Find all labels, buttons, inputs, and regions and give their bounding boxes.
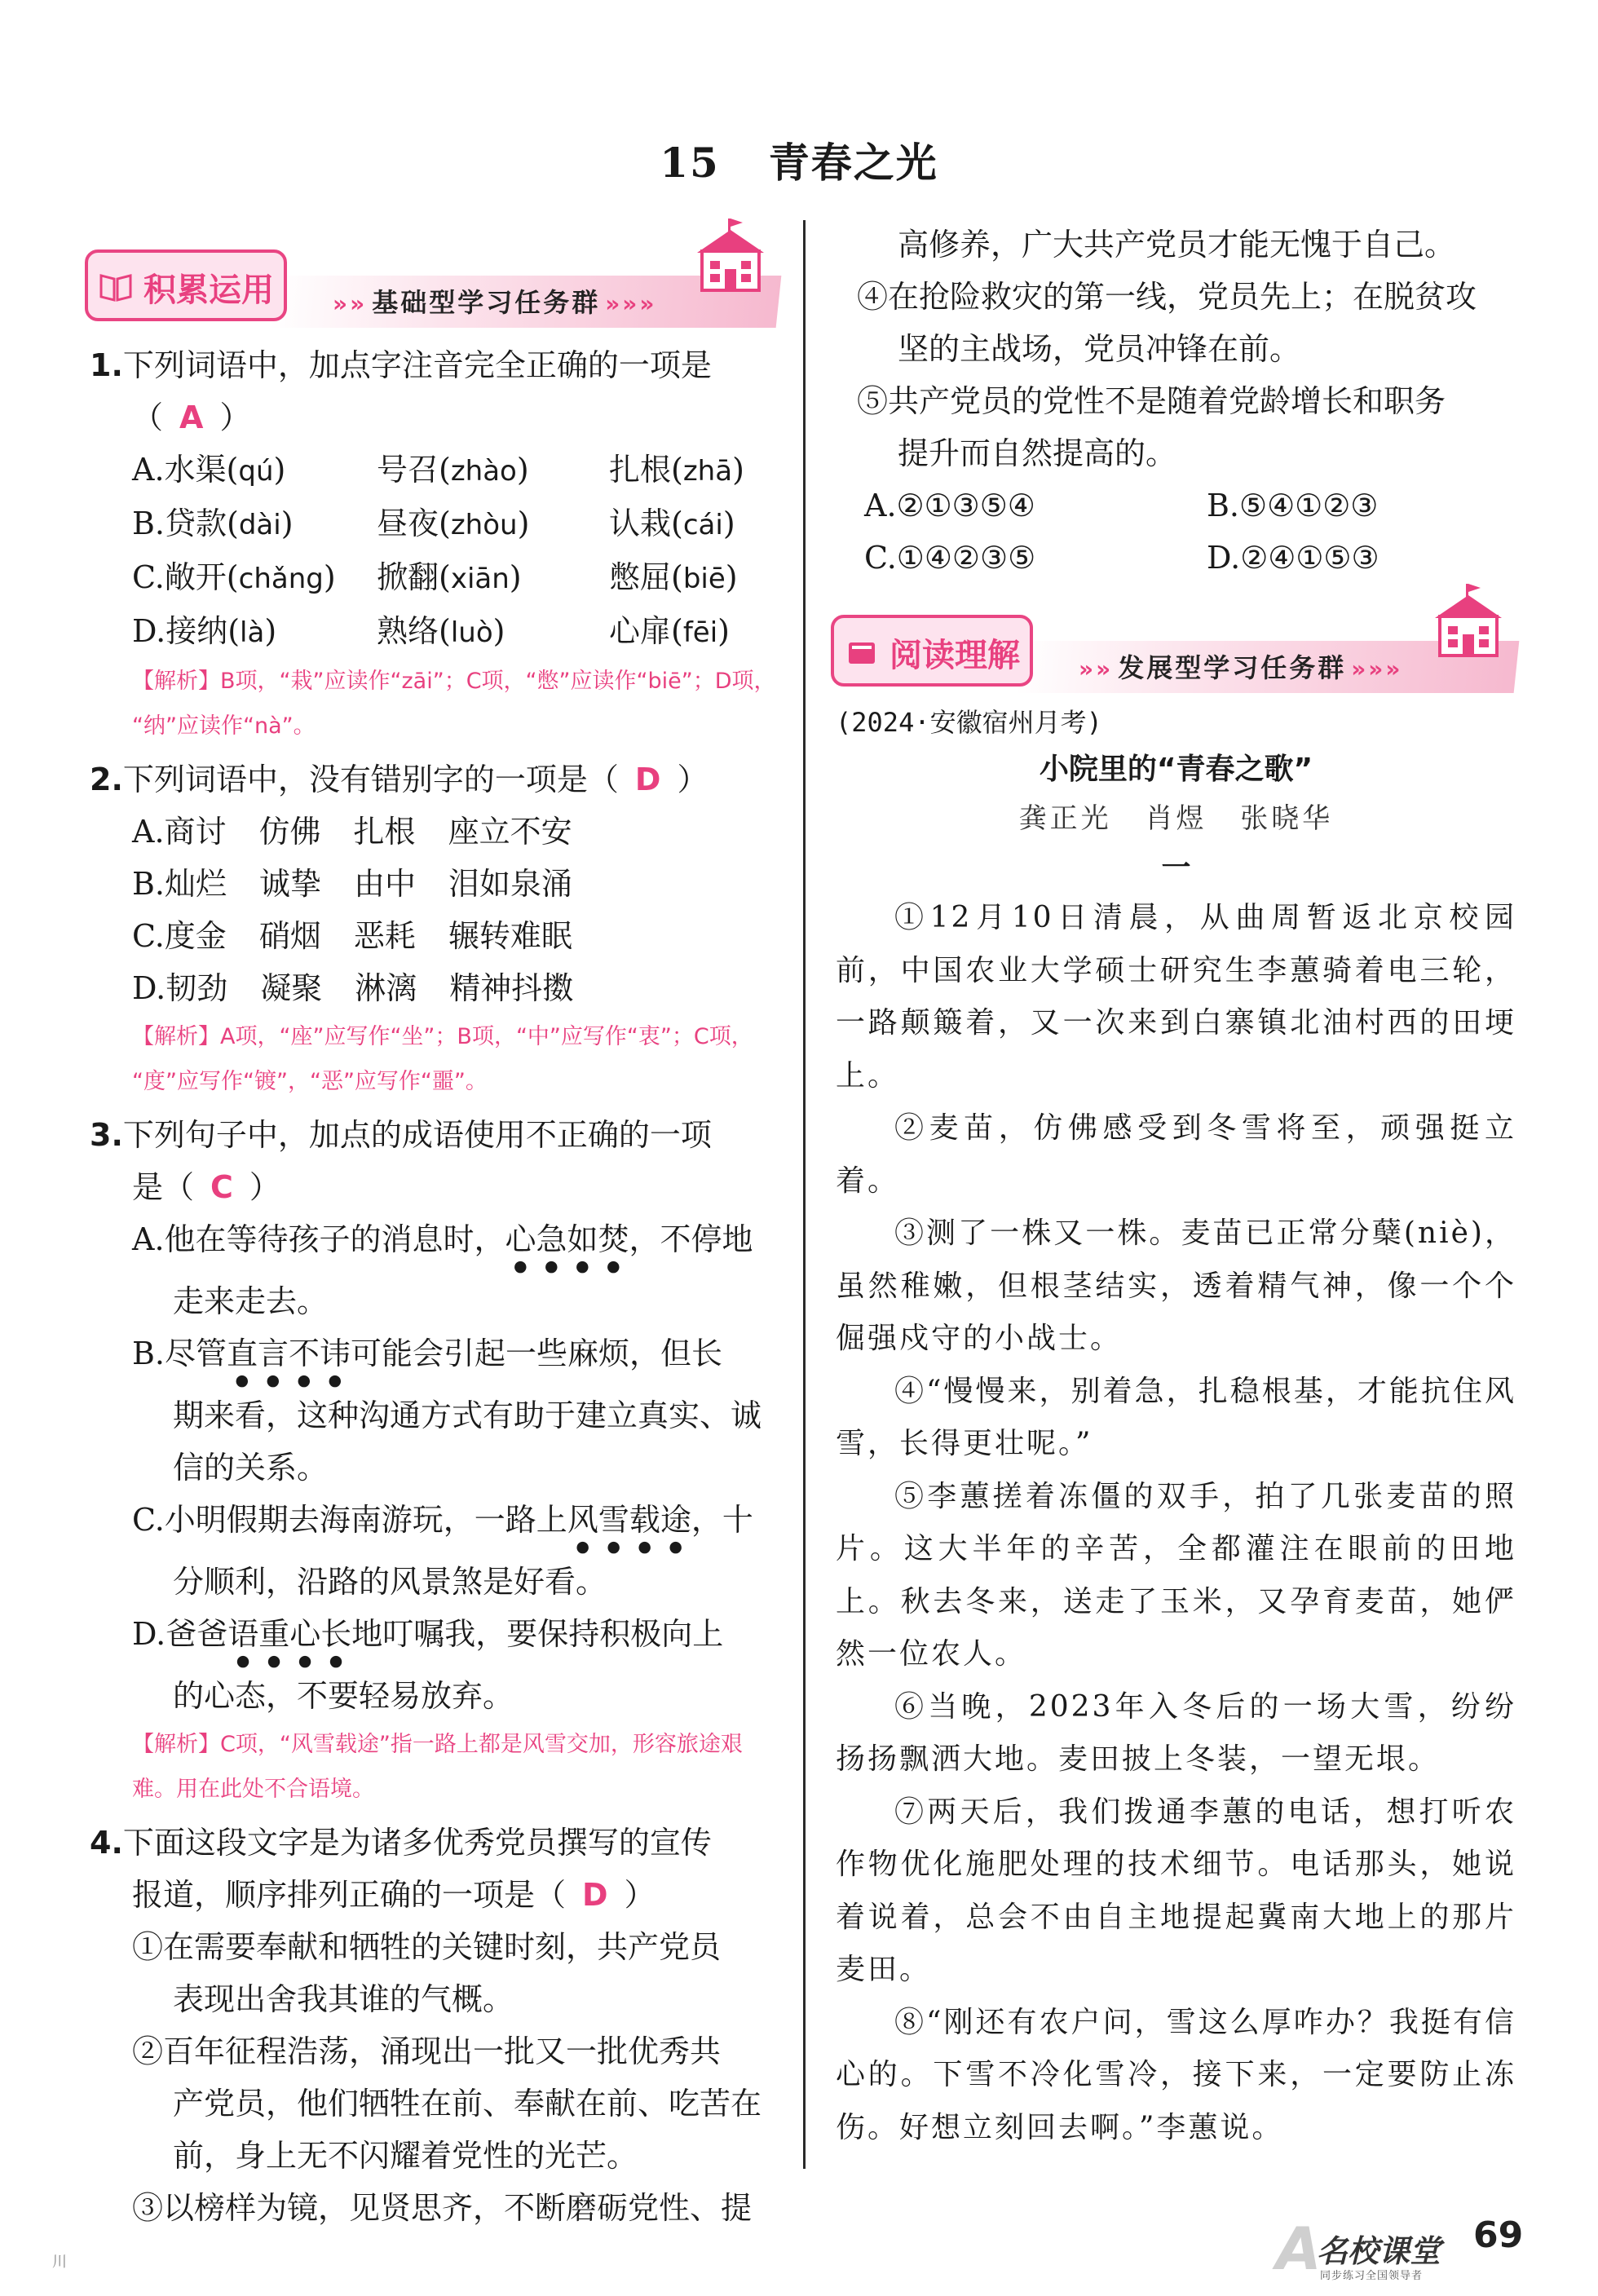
banner-badge [831, 615, 1033, 687]
option-cell: 熟络(luò) [377, 613, 505, 649]
paragraph: ⑥当晚，2023年入冬后的一场大雪，纷纷扬扬飘洒大地。麦田披上冬装，一望无垠。 [836, 1689, 1516, 1776]
option-cell: 昼夜(zhòu) [377, 506, 530, 541]
option-a: A.他在等待孩子的消息时，心急如焚，不停地 走来走去。 [132, 1221, 753, 1319]
question-stem [90, 753, 779, 806]
option-row: D.韧劲 凝聚 淋漓 精神抖擞 [132, 970, 574, 1006]
question-number: 1. [90, 347, 123, 383]
paren-open: （ [132, 400, 164, 435]
banner-badge-text: 阅读理解 [889, 637, 1020, 674]
question-2 [90, 753, 779, 1104]
answer-line: 是（ C ） [132, 1169, 280, 1205]
option-cell: 认栽(cái) [609, 506, 735, 541]
answer-letter: C [210, 1169, 233, 1205]
sentence-1: ①在需要奉献和牺牲的关键时刻，共产党员 表现出舍我其谁的气概。 [132, 1929, 722, 2017]
analysis: 【解析】A项，“座”应写作“坐”；B项，“中”应写作“衷”；C项， “度”应写作“镀”，“恶”应写作“噩”。 [132, 1024, 753, 1094]
banner-label-text: 基础型学习任务群 [372, 287, 601, 318]
book-icon [844, 634, 880, 670]
option-row: B.灿烂 诚挚 由中 泪如泉涌 [132, 866, 573, 902]
lesson-name: 青春之光 [768, 139, 938, 187]
lesson-title [0, 130, 1598, 189]
option-c: C.小明假期去海南游玩，一路上风雪载途，十 分顺利，沿路的风景煞是好看。 [132, 1502, 753, 1600]
answer-letter: A [179, 400, 204, 435]
option-cell: 心扉(fēi) [609, 613, 730, 649]
sentence-3-start: ③以榜样为镜，见贤思齐，不断磨砺党性、提 [132, 2190, 753, 2226]
double-chevron-icon: »»» [1351, 656, 1403, 682]
choice-b: B.⑤④①②③ [1207, 488, 1379, 523]
answer-letter: D [582, 1877, 608, 1913]
sentence-2: ②百年征程浩荡，涌现出一批又一批优秀共 产党员，他们牺牲在前、奉献在前、吃苦在 前，身上无不闪耀着党性的光芒。 [132, 2033, 762, 2174]
choice-d: D.②④①⑤③ [1207, 540, 1379, 576]
logo-name: 名校课堂 [1317, 2233, 1441, 2269]
choice-c: C.①④②③⑤ [864, 540, 1036, 576]
question-1 [90, 339, 779, 748]
paragraph: ③测了一株又一株。麦苗已正常分蘖(niè)，虽然稚嫩，但根茎结实，透着精气神，像一个个倔强戍守的小战士。 [836, 1216, 1516, 1355]
paragraph: ①12月10日清晨，从曲周暂返北京校园前，中国农业大学硕士研究生李蕙骑着电三轮，一路颠簸着，又一次来到白寨镇北油村西的田埂上。 [836, 901, 1516, 1093]
option-cell: 掀翻(xiān) [377, 559, 522, 595]
school-building-icon [694, 219, 767, 294]
option-d: D.爸爸语重心长地叮嘱我，要保持积极向上 的心态，不要轻易放弃。 [132, 1616, 724, 1714]
option-cell: C.敞开(chǎng) [132, 559, 336, 595]
school-building-icon [1432, 584, 1505, 659]
option-cell: 憋屈(biē) [609, 559, 738, 595]
question-number: 4. [90, 1825, 123, 1861]
question-number: 2. [90, 762, 123, 797]
answer-line [90, 391, 779, 444]
region-code: 川 [52, 2254, 67, 2271]
choice-a: A.②①③⑤④ [864, 488, 1035, 523]
double-chevron-icon: »»» [605, 290, 657, 317]
section-banner-accumulate [85, 219, 779, 334]
question-text: 下列句子中，加点的成语使用不正确的一项 [122, 1117, 712, 1153]
section-banner-reading [831, 584, 1516, 700]
question-text: 下列词语中，加点字注音完全正确的一项是 [122, 347, 712, 383]
analysis: 【解析】B项，“栽”应读作“zāi”；C项，“憋”应读作“biē”；D项， “纳”应读作“nà”。 [132, 669, 776, 739]
paragraph: ②麦苗，仿佛感受到冬雪将至，顽强挺立着。 [836, 1111, 1516, 1198]
option-cell: 号召(zhào) [377, 452, 529, 488]
banner-label [328, 282, 661, 320]
sentence-4: ④在抢险救灾的第一线，党员先上；在脱贫攻 坚的主战场，党员冲锋在前。 [857, 279, 1477, 367]
left-column [90, 219, 779, 2234]
paren-close: ） [677, 762, 709, 797]
right-column [836, 219, 1516, 2154]
question-stem [90, 339, 779, 391]
question-number: 3. [90, 1117, 123, 1153]
question-text: 下列词语中，没有错别字的一项是（ [122, 762, 619, 797]
paragraph: ④“慢慢来，别着急，扎稳根基，才能抗住风雪，长得更壮呢。” [836, 1374, 1516, 1460]
option-row: A.商讨 仿佛 扎根 座立不安 [132, 814, 572, 850]
banner-badge [85, 249, 287, 321]
lesson-number: 15 [660, 139, 720, 187]
page-number: 69 [1473, 2214, 1524, 2256]
answer-letter: D [634, 762, 661, 797]
article-authors: 龚正光 肖煜 张晓华 [1018, 802, 1334, 835]
option-cell: D.接纳(là) [132, 613, 277, 649]
double-chevron-icon: »» [1079, 656, 1114, 682]
publisher-logo [1276, 2214, 1484, 2285]
paren-close: ） [219, 400, 251, 435]
option-b: B.尽管直言不讳可能会引起一些麻烦，但长 期来看，这种沟通方式有助于建立真实、诚 信的关系。 [132, 1336, 762, 1486]
banner-label-text: 发展型学习任务群 [1118, 652, 1347, 683]
paragraph: ⑤李蕙搓着冻僵的双手，拍了几张麦苗的照片。这大半年的辛苦，全都灌注在眼前的田地上。秋去冬来，送走了玉米，又孕育麦苗，她俨然一位农人。 [836, 1479, 1516, 1671]
analysis: 【解析】C项，“风雪载途”指一路上都是风雪交加，形容旅途艰 难。用在此处不合语境。 [132, 1732, 743, 1802]
option-cell: 扎根(zhā) [609, 452, 744, 488]
source-note: (2024·安徽宿州月考) [836, 707, 1102, 738]
sentence-5: ⑤共产党员的党性不是随着党龄增长和职务 提升而自然提高的。 [857, 383, 1446, 471]
choices [836, 479, 1516, 584]
book-icon [98, 269, 134, 305]
answer-line: 报道，顺序排列正确的一项是（ D ） [132, 1877, 656, 1913]
question-stem [90, 1817, 779, 1869]
question-stem [90, 1109, 779, 1161]
option-cell: B.贷款(dài) [132, 506, 294, 541]
section-number: 一 [1161, 850, 1191, 885]
logo-letter: A [1276, 2214, 1322, 2283]
paragraph: ⑧“刚还有农户问，雪这么厚咋办？我挺有信心的。下雪不冷化雪冷，接下来，一定要防止冻伤。好想立刻回去啊。”李蕙说。 [836, 2005, 1516, 2144]
article-title: 小院里的“青春之歌” [1039, 753, 1313, 786]
banner-label [1074, 647, 1407, 685]
option-row: C.度金 硝烟 恶耗 辗转难眠 [132, 918, 572, 954]
paragraph: ⑦两天后，我们拨通李蕙的电话，想打听农作物优化施肥处理的技术细节。电话那头，她说着说着，总会不由自主地提起冀南大地上的那片麦田。 [836, 1795, 1516, 1986]
logo-slogan: 同步练习全国领导者 [1320, 2270, 1424, 2282]
double-chevron-icon: »» [333, 290, 368, 317]
banner-badge-text: 积累运用 [143, 272, 274, 309]
question-text: 下面这段文字是为诸多优秀党员撰写的宣传 [122, 1825, 712, 1861]
option-cell: A.水渠(qú) [132, 452, 286, 488]
question-4 [90, 1817, 779, 2234]
sentence-3-end: 高修养，广大共产党员才能无愧于自己。 [898, 227, 1456, 263]
options-grid [90, 444, 779, 659]
question-3 [90, 1109, 779, 1812]
